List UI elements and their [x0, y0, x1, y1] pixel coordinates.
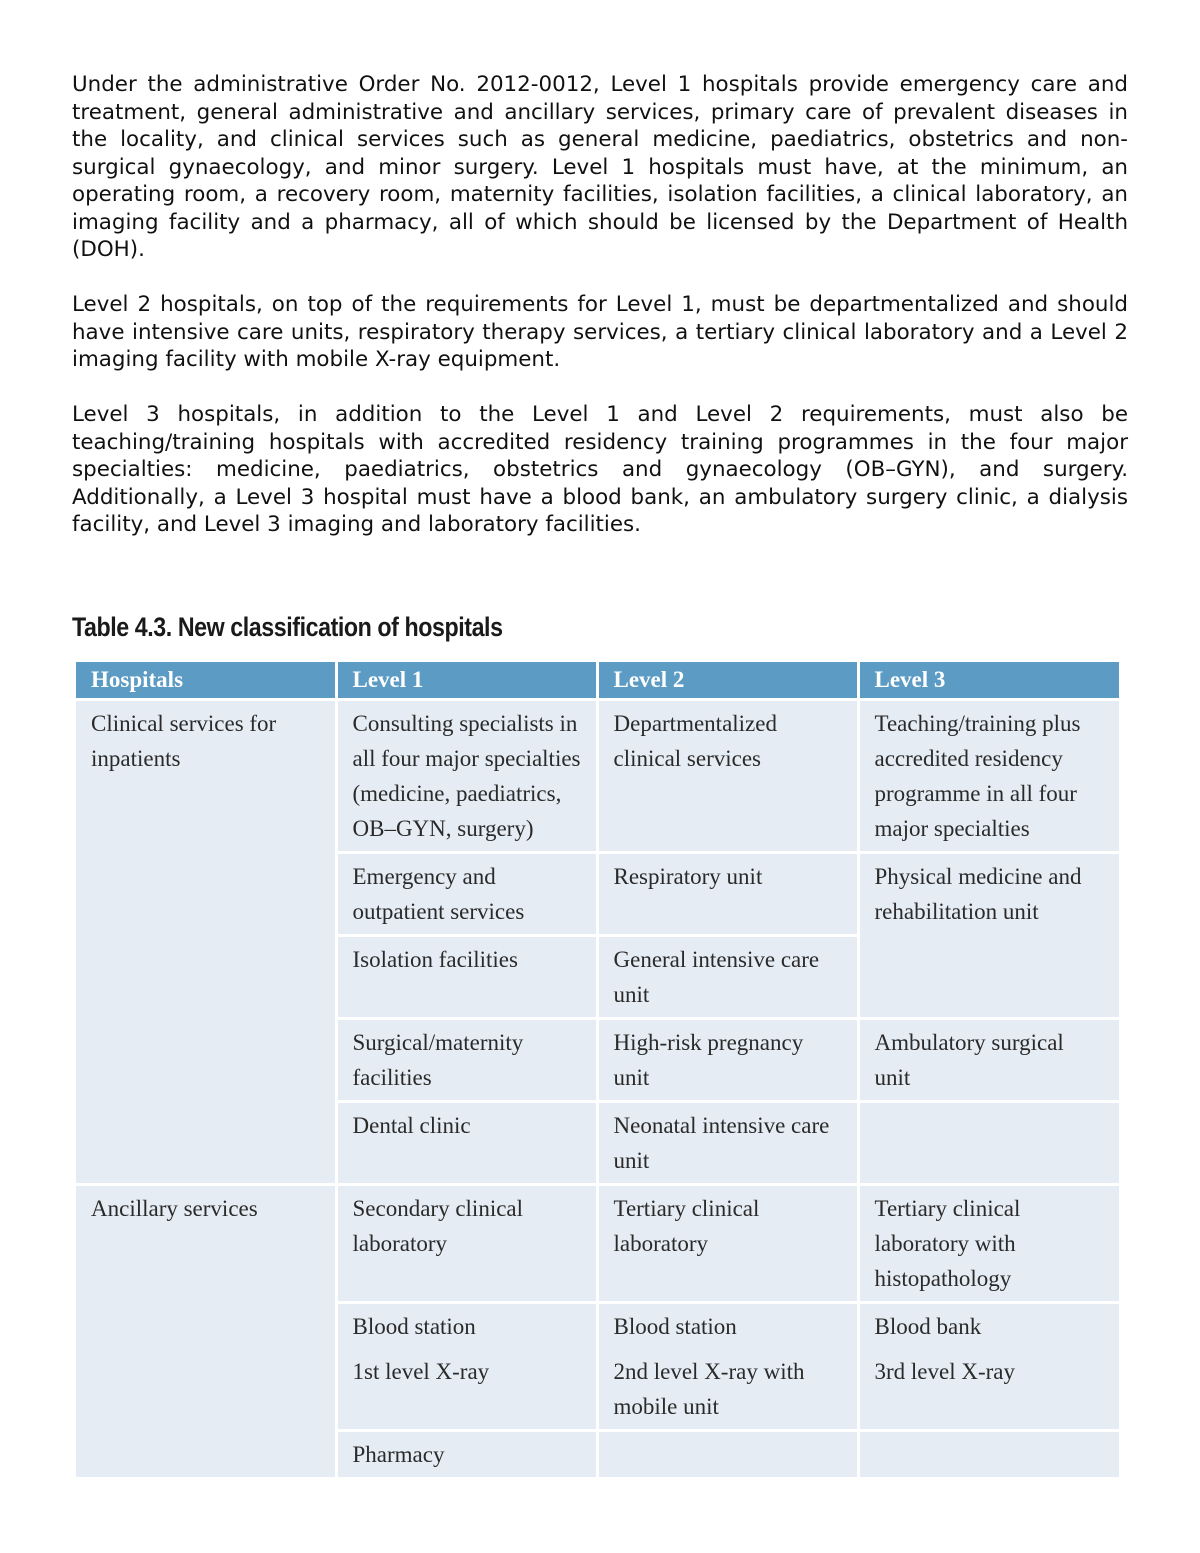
table-cell: Surgical/maternity facilities — [336, 1019, 597, 1102]
table-cell: 1st level X-ray — [336, 1349, 597, 1431]
table-cell: Consulting specialists in all four major specialties (medicine, paediatrics, OB–GYN, surgery) — [336, 700, 597, 853]
header-hospitals: Hospitals — [76, 662, 336, 700]
hospital-classification-table — [76, 662, 1119, 1483]
table-caption: Table 4.3. New classification of hospitals — [72, 612, 503, 642]
group-label-clinical: Clinical services for inpatients — [76, 700, 336, 1185]
table-cell: High-risk pregnancy unit — [597, 1019, 858, 1102]
header-level-2: Level 2 — [597, 662, 858, 700]
header-level-1: Level 1 — [336, 662, 597, 700]
table-cell: Blood station — [597, 1303, 858, 1350]
table-cell — [858, 1102, 1119, 1185]
table-cell — [858, 1431, 1119, 1479]
table-cell: Pharmacy — [336, 1431, 597, 1479]
table-cell: Tertiary clinical laboratory with histopathology — [858, 1185, 1119, 1303]
table-cell: Physical medicine and rehabilitation unit — [858, 853, 1119, 1019]
table-cell: 2nd level X-ray with mobile unit — [597, 1349, 858, 1431]
table-cell: Departmentalized clinical services — [597, 700, 858, 853]
table-header-row — [76, 662, 1119, 700]
table-cell: Tertiary clinical laboratory — [597, 1185, 858, 1303]
table-cell — [597, 1431, 858, 1479]
table-cell: Ambulatory surgical unit — [858, 1019, 1119, 1102]
table-cell: Secondary clinical laboratory — [336, 1185, 597, 1303]
table-cell: Emergency and outpatient services — [336, 853, 597, 936]
table-row — [76, 1185, 1119, 1303]
table-cell: Neonatal intensive care unit — [597, 1102, 858, 1185]
table-cell: Blood bank — [858, 1303, 1119, 1350]
group-label-ancillary: Ancillary services — [76, 1185, 336, 1479]
table-cell: Isolation facilities — [336, 936, 597, 1019]
paragraph-level-2: Level 2 hospitals, on top of the requirements for Level 1, must be departmentalized and should have intensive care units, respiratory therapy services, a tertiary clinical laboratory and a Level 2 imaging facility with mobile X-ray equipment. — [72, 292, 1128, 372]
table-cell: Teaching/training plus accredited residency programme in all four major specialties — [858, 700, 1119, 853]
table-cell: Respiratory unit — [597, 853, 858, 936]
header-level-3: Level 3 — [858, 662, 1119, 700]
table-cell: General intensive care unit — [597, 936, 858, 1019]
table-cell: 3rd level X-ray — [858, 1349, 1119, 1431]
table-cell: Dental clinic — [336, 1102, 597, 1185]
table-cell: Blood station — [336, 1303, 597, 1350]
paragraph-level-1: Under the administrative Order No. 2012-0012, Level 1 hospitals provide emergency care and treatment, general administrative and ancillary services, primary care of prevalent diseases in the locality, and clinical services such as general medicine, paediatrics, obstetrics and non-surgical gynaecology, and minor surgery. Level 1 hospitals must have, at the minimum, an operating room, a recovery room, maternity facilities, isolation facilities, a clinical laboratory, an imaging facility and a pharmacy, all of which should be licensed by the Department of Health (DOH). — [72, 72, 1128, 262]
paragraph-level-3: Level 3 hospitals, in addition to the Level 1 and Level 2 requirements, must also be teaching/training hospitals with accredited residency training programmes in the four major specialties: medicine, paediatrics, obstetrics and gynaecology (OB–GYN), and surgery. Additionally, a Level 3 hospital must have a blood bank, an ambulatory surgery clinic, a dialysis facility, and Level 3 imaging and laboratory facilities. — [72, 402, 1128, 537]
table-row — [76, 700, 1119, 853]
